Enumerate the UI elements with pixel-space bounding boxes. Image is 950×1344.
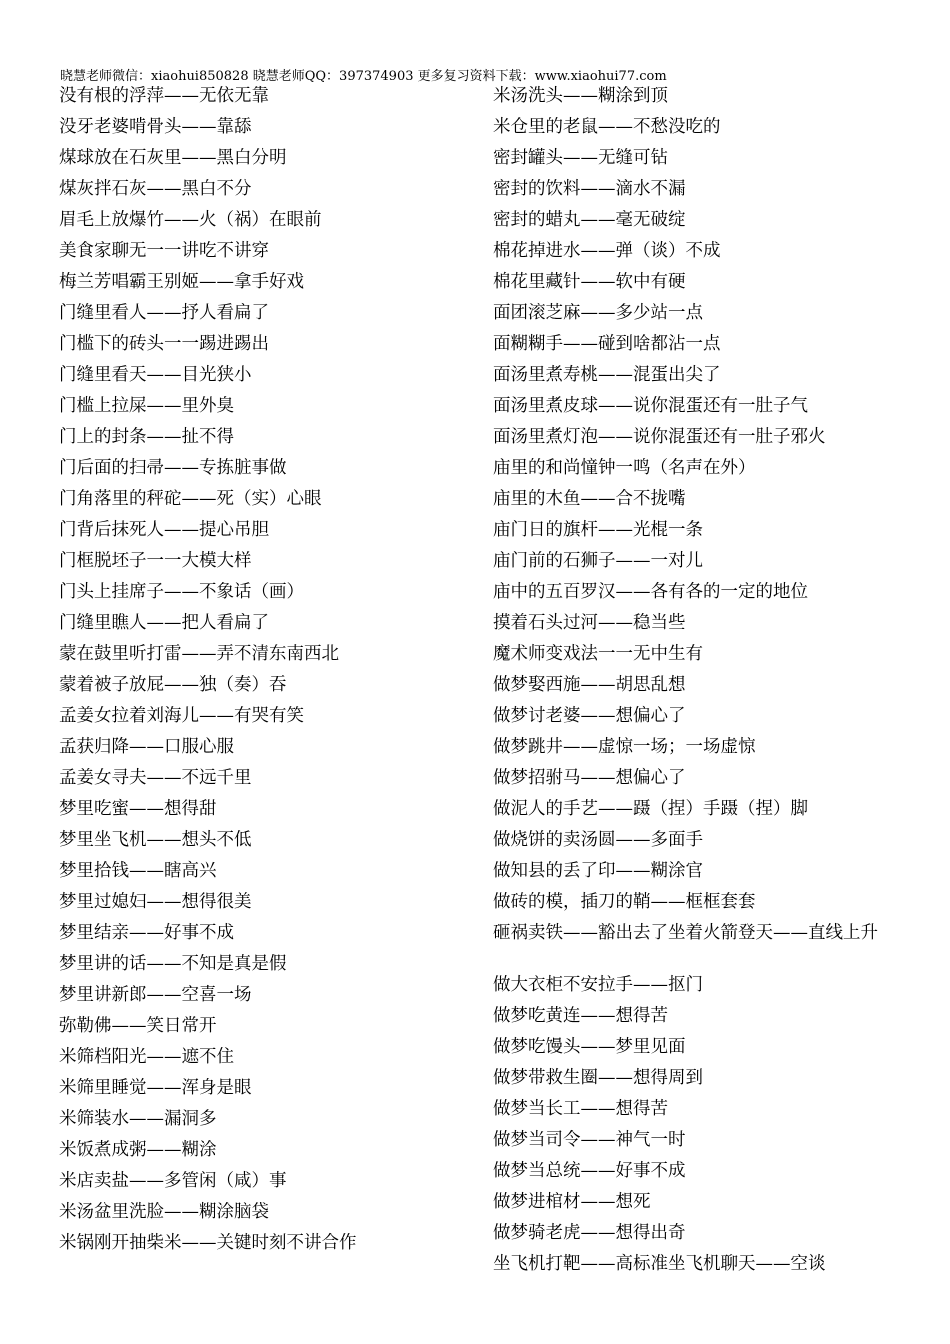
list-item: 门槛下的砖头一一踢进踢出 — [59, 334, 269, 354]
list-item: 门角落里的秤砣——死（实）心眼 — [59, 489, 322, 509]
list-item: 米店卖盐——多管闲（咸）事 — [59, 1171, 287, 1191]
list-item: 做梦吃黄连——想得苦 — [493, 1006, 668, 1026]
list-item: 做梦讨老婆——想偏心了 — [493, 706, 686, 726]
list-item: 做砖的模，插刀的鞘——框框套套 — [493, 892, 756, 912]
list-item: 做梦当长工——想得苦 — [493, 1099, 668, 1119]
list-item: 棉花掉进水——弹（谈）不成 — [493, 241, 721, 261]
list-item: 做梦带救生圈——想得周到 — [493, 1068, 703, 1088]
list-item: 蒙着被子放屁——独（奏）吞 — [59, 675, 287, 695]
list-item: 做知县的丢了印——糊涂官 — [493, 861, 703, 881]
list-item: 门框脱坯子一一大模大样 — [59, 551, 252, 571]
list-item: 砸祸卖铁——豁出去了坐着火箭登天——直线上升 — [493, 923, 878, 943]
list-item: 门头上挂席子——不象话（画） — [59, 582, 304, 602]
list-item: 密封罐头——无缝可钻 — [493, 148, 668, 168]
list-item: 梦里拾钱——瞎高兴 — [59, 861, 217, 881]
list-item: 米汤洗头——糊涂到顶 — [493, 86, 668, 106]
list-item: 米筛档阳光——遮不住 — [59, 1047, 234, 1067]
list-item: 煤球放在石灰里——黑白分明 — [59, 148, 287, 168]
list-item: 做泥人的手艺——蹑（捏）手蹑（捏）脚 — [493, 799, 808, 819]
list-item: 米锅刚开抽柴米——关键时刻不讲合作 — [59, 1233, 357, 1253]
list-item: 面团滚芝麻——多少站一点 — [493, 303, 703, 323]
list-item: 梦里讲的话——不知是真是假 — [59, 954, 287, 974]
list-item: 孟姜女寻夫——不远千里 — [59, 768, 252, 788]
list-item: 坐飞机打靶——高标准坐飞机聊天——空谈 — [493, 1254, 826, 1274]
list-item: 门上的封条——扯不得 — [59, 427, 234, 447]
list-item: 眉毛上放爆竹——火（祸）在眼前 — [59, 210, 322, 230]
list-item: 做梦娶西施——胡思乱想 — [493, 675, 686, 695]
list-item: 门背后抹死人——提心吊胆 — [59, 520, 269, 540]
list-item: 做大衣柜不安拉手——抠门 — [493, 975, 703, 995]
list-item: 做梦当司令——神气一时 — [493, 1130, 686, 1150]
list-item: 孟姜女拉着刘海儿——有哭有笑 — [59, 706, 304, 726]
list-item: 门缝里看天——目光狭小 — [59, 365, 252, 385]
right-column — [493, 86, 893, 1285]
list-item: 做梦骑老虎——想得出奇 — [493, 1223, 686, 1243]
list-item: 梦里吃蜜——想得甜 — [59, 799, 217, 819]
list-item: 没牙老婆啃骨头——靠舔 — [59, 117, 252, 137]
list-item: 美食家聊无一一讲吃不讲穿 — [59, 241, 269, 261]
list-item: 庙里的和尚憧钟一鸣（名声在外） — [493, 458, 756, 478]
list-item: 面汤里煮灯泡——说你混蛋还有一肚子邪火 — [493, 427, 826, 447]
list-item: 梦里坐飞机——想头不低 — [59, 830, 252, 850]
left-column — [59, 86, 479, 1264]
list-item: 门槛上拉屎——里外臭 — [59, 396, 234, 416]
list-item: 门后面的扫帚——专拣脏事做 — [59, 458, 287, 478]
list-item: 煤灰拌石灰——黑白不分 — [59, 179, 252, 199]
list-item: 米筛装水——漏洞多 — [59, 1109, 217, 1129]
list-item: 面汤里煮寿桃——混蛋出尖了 — [493, 365, 721, 385]
list-item: 门缝里瞧人——把人看扁了 — [59, 613, 269, 633]
list-item: 庙里的木鱼——合不拢嘴 — [493, 489, 686, 509]
list-item: 面糊糊手——碰到啥都沾一点 — [493, 334, 721, 354]
list-item: 庙门前的石狮子——一对儿 — [493, 551, 703, 571]
list-item: 梦里过媳妇——想得很美 — [59, 892, 252, 912]
list-item: 做梦招驸马——想偏心了 — [493, 768, 686, 788]
list-item: 密封的蜡丸——毫无破绽 — [493, 210, 686, 230]
list-item: 摸着石头过河——稳当些 — [493, 613, 686, 633]
list-item: 魔术师变戏法一一无中生有 — [493, 644, 703, 664]
list-item: 棉花里藏针——软中有硬 — [493, 272, 686, 292]
list-item: 做梦进棺材——想死 — [493, 1192, 651, 1212]
list-item: 弥勒佛——笑日常开 — [59, 1016, 217, 1036]
list-item: 庙中的五百罗汉——各有各的一定的地位 — [493, 582, 808, 602]
list-item: 密封的饮料——滴水不漏 — [493, 179, 686, 199]
page-header: 晓慧老师微信：xiaohui850828 晓慧老师QQ：397374903 更多复习资料下载：www.xiaohui77.com — [60, 69, 667, 84]
list-item: 梦里结亲——好事不成 — [59, 923, 234, 943]
list-item: 梅兰芳唱霸王别姬——拿手好戏 — [59, 272, 304, 292]
list-item: 没有根的浮萍——无依无靠 — [59, 86, 269, 106]
list-item: 孟获归降——口服心服 — [59, 737, 234, 757]
list-item: 米仓里的老鼠——不愁没吃的 — [493, 117, 721, 137]
list-item: 做烧饼的卖汤圆——多面手 — [493, 830, 703, 850]
list-item: 米汤盆里洗脸——糊涂脑袋 — [59, 1202, 269, 1222]
list-item: 蒙在鼓里听打雷——弄不清东南西北 — [59, 644, 339, 664]
list-item: 庙门日的旗杆——光棍一条 — [493, 520, 703, 540]
list-item: 米筛里睡觉——浑身是眼 — [59, 1078, 252, 1098]
list-item: 做梦当总统——好事不成 — [493, 1161, 686, 1181]
list-item: 门缝里看人——抒人看扁了 — [59, 303, 269, 323]
list-item: 做梦跳井——虚惊一场；一场虚惊 — [493, 737, 756, 757]
list-item: 米饭煮成粥——糊涂 — [59, 1140, 217, 1160]
list-item: 做梦吃馒头——梦里见面 — [493, 1037, 686, 1057]
list-item: 梦里讲新郎——空喜一场 — [59, 985, 252, 1005]
list-item: 面汤里煮皮球——说你混蛋还有一肚子气 — [493, 396, 808, 416]
